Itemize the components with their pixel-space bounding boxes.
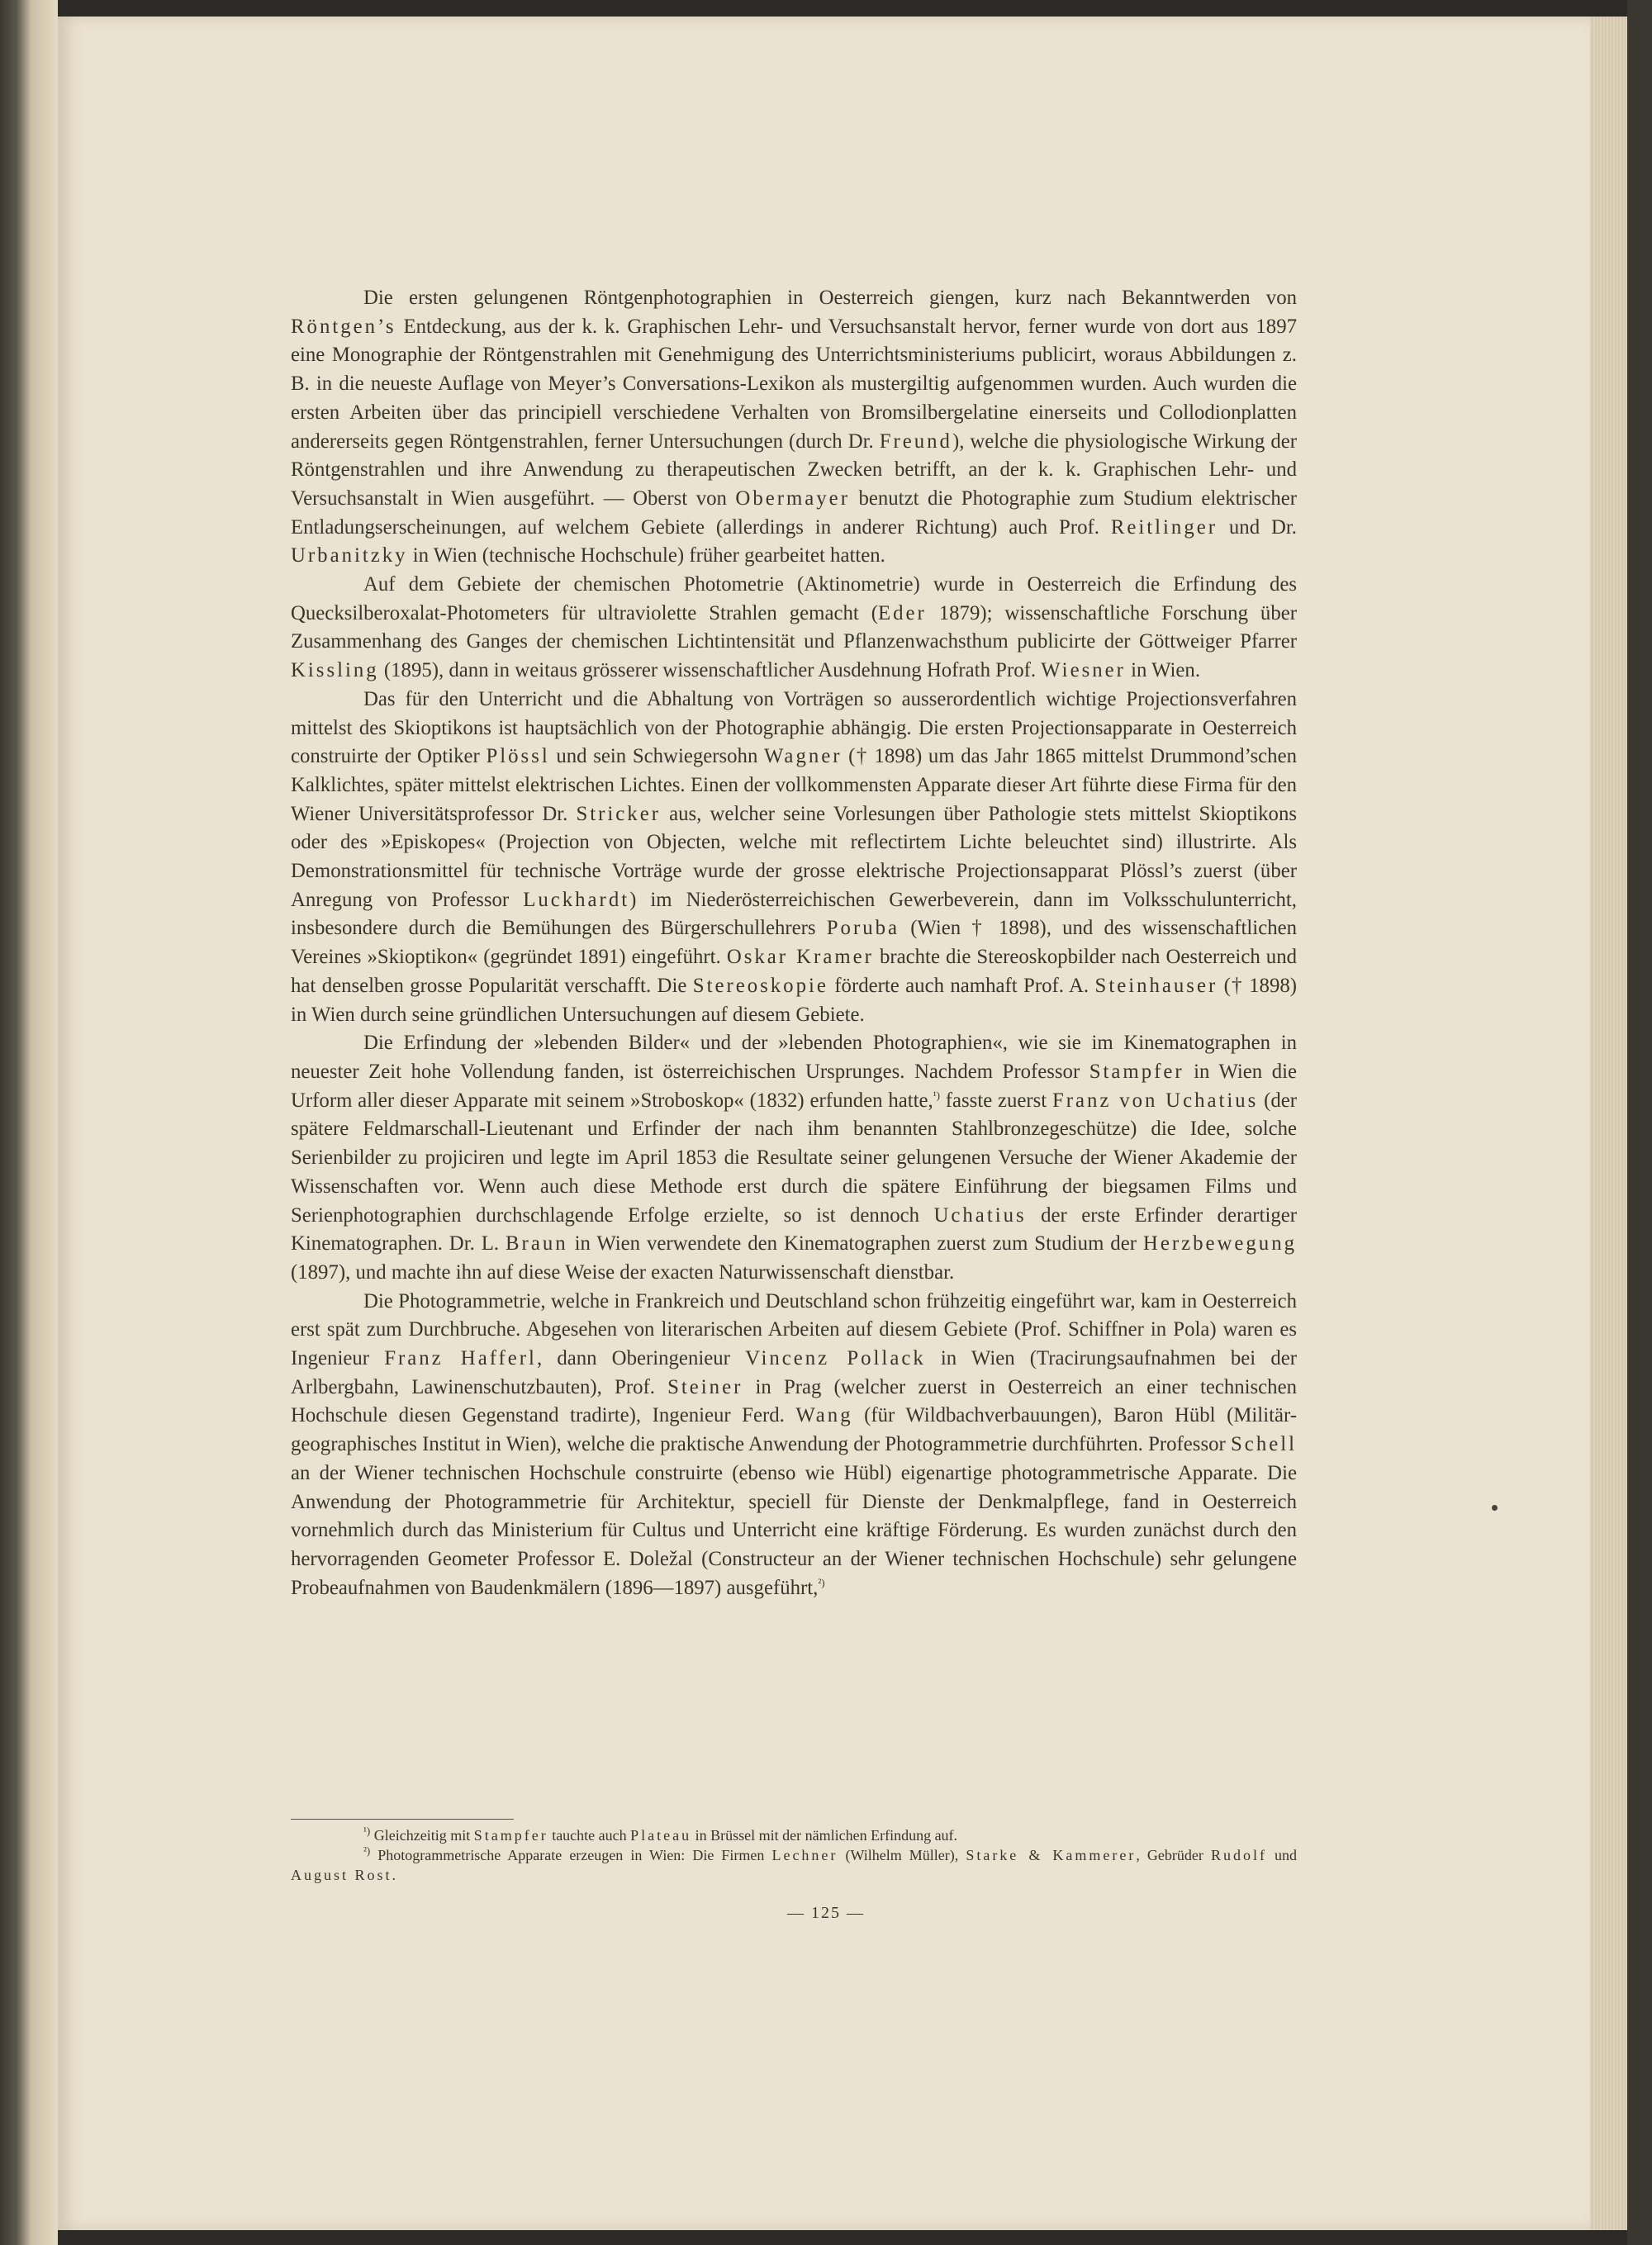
text-run: Photogrammetrische Apparate erzeugen in Wien: Die Firmen (370, 1847, 772, 1863)
text-run: Entdeckung, aus der k. k. Graphischen Lehr- und Versuchsanstalt hervor, ferner wurde von dort aus 1897 eine Monographie der Röntgenstrahlen mit Genehmigung des Unterrichtsministeriums publicirt, woraus Abbildungen z. B. in die neueste Auflage von Meyer’s Conversations-Lexikon als mustergiltig aufgenommen wurden. Auch wurden die ersten Arbeiten über das principiell verschiedene Verhalten von Bromsilbergelatine einerseits und Collodionplatten andererseits gegen Röntgenstrahlen, ferner Untersuchungen (durch Dr. (291, 315, 1297, 453)
text-run: in Wien (Tracirungsaufnahmen bei der Arlbergbahn, Lawinenschutzbauten), Prof. (291, 1347, 1298, 1398)
spaced-name: Wang (795, 1404, 853, 1427)
text-run: Gleichzeitig mit (370, 1827, 474, 1844)
spaced-name: Obermayer (735, 486, 850, 510)
paragraph-kinematograph (291, 1029, 1297, 1287)
spaced-name: Schell (1231, 1433, 1297, 1456)
footnote-marker: ²) (818, 1576, 825, 1589)
spaced-name: Röntgen’s (291, 315, 396, 338)
text-run: (Wilhelm Müller), (838, 1847, 966, 1863)
spaced-name: Franz von Uchatius (1051, 1089, 1259, 1112)
text-run: in Wien (technische Hochschule) früher gearbeitet hatten. (407, 544, 885, 567)
spaced-name: Stricker (576, 802, 661, 825)
footnote-1 (291, 1825, 1297, 1845)
spaced-name: Steiner (667, 1375, 743, 1398)
page-number: — 125 — (787, 1904, 865, 1922)
text-run: . (392, 1867, 396, 1883)
text-run: brachte die Stereoskopbilder nach Oesterreich und hat denselben grosse Popularität verschafft. Die (291, 946, 1298, 997)
footnote-marker: ²) (363, 1844, 371, 1857)
spaced-name: Stereoskopie (692, 974, 828, 997)
text-run: Das für den Unterricht und die Abhaltung von Vorträgen so ausserordentlich wichtige Projectionsverfahren mittelst des Skioptikons ist hauptsächlich von der Photographie abhängig. Die ersten Projectionsapparate in Oesterreich construirte der Optiker (291, 687, 1297, 768)
text-run: , dann Oberingenieur (536, 1347, 746, 1370)
text-run: tauchte auch (548, 1827, 631, 1844)
footnote-rule (291, 1819, 514, 1820)
spaced-name: Reitlinger (1110, 515, 1218, 539)
spaced-name: Stampfer (473, 1827, 548, 1844)
text-run: förderte auch namhaft Prof. A. (828, 974, 1095, 997)
spaced-name: Stampfer (1089, 1060, 1184, 1083)
text-run: in Wien verwendete den Kinematographen zuerst zum Studium der (567, 1232, 1143, 1255)
paragraph-projection (291, 686, 1297, 1029)
spaced-name: Steinhauser (1094, 974, 1218, 997)
text-run: (für Wildbachverbauungen), Baron Hübl (Militär-geographisches Institut in Wien), welche die praktische Anwendung der Photogrammetrie durchführten. Professor (291, 1404, 1297, 1456)
spaced-name: Wagner (764, 745, 843, 768)
spaced-name: Freund (879, 430, 952, 453)
text-run: und (1266, 1847, 1298, 1863)
spaced-name: Plateau (630, 1827, 692, 1844)
text-run: aus, welcher seine Vorlesungen über Pathologie stets mittelst Skioptikons oder des »Episkopes« (Projection von Objecten, welche mit reflectirtem Lichte beleuchtet sind) illustrirte. Als Demonstrationsmittel für technische Vorträge wurde der grosse elektrische Projectionsapparat Plössl’s zuerst (über Anregung von Professor (291, 802, 1297, 911)
text-run: († 1898) um das Jahr 1865 mittelst Drummond’schen Kalklichtes, später mittelst elektrischen Lichtes. Einen der vollkommensten Apparate dieser Art führte diese Firma für den Wiener Universitätsprofessor Dr. (291, 745, 1297, 825)
text-run: in Wien. (1125, 659, 1201, 682)
spaced-name: Oskar Kramer (726, 946, 874, 969)
text-run: Die Erfindung der »lebenden Bilder« und der »lebenden Photographien«, wie sie im Kinematographen in neuester Zeit hohe Vollendung fanden, ist österreichischen Ursprunges. Nachdem Professor (291, 1032, 1297, 1083)
text-run: fasste zuerst (939, 1089, 1052, 1112)
footnote-2 (291, 1845, 1297, 1885)
text-run: (1895), dann in weitaus grösserer wissenschaftlicher Ausdehnung Hofrath Prof. (378, 659, 1042, 682)
text-run: Auf dem Gebiete der chemischen Photometrie (Aktinometrie) wurde in Oesterreich die Erfindung des Quecksilberoxalat-Photometers für ultraviolette Strahlen gemacht ( (291, 573, 1297, 624)
paragraph-photometrie (291, 571, 1297, 686)
footnotes (291, 1825, 1297, 1885)
spaced-name: Starke & Kammerer (966, 1847, 1137, 1863)
spaced-name: Urbanitzky (291, 544, 408, 567)
text-run: benutzt die Photographie zum Studium elektrischer Entladungserscheinungen, auf welchem Gebiete (allerdings in anderer Richtung) auch Prof. (291, 486, 1297, 539)
spaced-name: Eder (877, 601, 927, 624)
spaced-name: August Rost (291, 1867, 392, 1883)
spaced-name: Plössl (486, 745, 550, 768)
spaced-name: Uchatius (933, 1203, 1027, 1227)
spaced-name: Braun (506, 1232, 568, 1255)
text-run: 1879); wissenschaftliche Forschung über Zusammenhang des Ganges der chemischen Lichtintensität und Pflanzenwachsthum publicirte der Göttweiger Pfarrer (291, 601, 1297, 653)
footnote-marker: ¹) (363, 1825, 371, 1837)
footnote-marker: ¹) (933, 1089, 940, 1102)
paragraph-roentgen (291, 284, 1297, 571)
spaced-name: Lechner (771, 1847, 838, 1863)
text-run: Die Photogrammetrie, welche in Frankreich und Deutschland schon frühzeitig eingeführt war, kam in Oesterreich erst spät zum Durchbruche. Abgesehen von literarischen Arbeiten auf diesem Gebiete (Prof. Schiffner in Pola) waren es Ingenieur (291, 1289, 1297, 1370)
margin-speck (1492, 1505, 1498, 1511)
spaced-name: Herzbewegung (1142, 1232, 1297, 1255)
spaced-name: Rudolf (1210, 1847, 1267, 1863)
paragraph-photogrammetrie (291, 1288, 1297, 1603)
spaced-name: Vincenz Pollack (745, 1347, 926, 1370)
spaced-name: Kissling (291, 659, 379, 682)
text-run: (1897), und machte ihn auf diese Weise der exacten Naturwissenschaft dienstbar. (291, 1260, 955, 1284)
spaced-name: Luckhardt (523, 888, 630, 911)
text-run: ), welche die physiologische Wirkung der Röntgenstrahlen und ihre Anwendung zu therapeutischen Zwecken betrifft, an der k. k. Graphischen Lehr- und Versuchsanstalt in Wien ausgeführt. — Oberst von (291, 430, 1297, 510)
text-run: und Dr. (1218, 515, 1297, 539)
text-run: in Wien die Urform aller dieser Apparate mit seinem »Stroboskop« (1832) erfunden hatte, (291, 1060, 1298, 1112)
spaced-name: Poruba (826, 917, 900, 940)
text-run: Die ersten gelungenen Röntgenphotographien in Oesterreich giengen, kurz nach Bekanntwerden von (363, 287, 1297, 309)
body-text (291, 284, 1297, 1602)
text-run: († 1898) in Wien durch seine gründlichen Untersuchungen auf diesem Gebiete. (291, 974, 1297, 1026)
text-run: der erste Erfinder derartiger Kinematographen. Dr. L. (291, 1203, 1297, 1255)
text-run: und sein Schwiegersohn (549, 745, 765, 768)
spaced-name: Franz Hafferl (384, 1347, 537, 1370)
text-run: (der spätere Feldmarschall-Lieutenant und Erfinder der nach ihm benannten Stahlbronzegeschütze) die Idee, solche Serienbilder zu projiciren und legte im April 1853 die Resultate seiner gelungenen Versuche der Wiener Akademie der Wissenschaften vor. Wenn auch diese Methode erst durch die spätere Einführung der biegsamen Films und Serienphotographien durchschlagende Erfolge erzielte, so ist dennoch (291, 1089, 1298, 1227)
text-run: in Brüssel mit der nämlichen Erfindung auf. (691, 1827, 958, 1844)
text-run: in Prag (welcher zuerst in Oesterreich an einer technischen Hochschule diesen Gegenstand tradirte), Ingenieur Ferd. (291, 1375, 1297, 1427)
text-run: ) im Niederösterreichischen Gewerbeverein, dann im Volksschulunterricht, insbesondere durch die Bemühungen des Bürgerschullehrers (291, 888, 1298, 940)
text-run: , Gebrüder (1136, 1847, 1211, 1863)
text-run: an der Wiener technischen Hochschule construirte (ebenso wie Hübl) eigenartige photogrammetrische Apparate. Die Anwendung der Photogrammetrie für Architektur, speciell für Dienste der Denkmalpflege, fand in Oesterreich vornehmlich durch das Ministerium für Cultus und Unterricht eine kräftige Förderung. Es wurden zunächst durch den hervorragenden Geometer Professor E. Doležal (Constructeur an der Wiener technischen Hochschule) sehr gelungene Probeaufnahmen von Baudenkmälern (1896—1897) ausgeführt, (291, 1461, 1297, 1599)
spaced-name: Wiesner (1041, 659, 1126, 682)
text-run: (Wien † 1898), und des wissenschaftlichen Vereines »Skioptikon« (gegründet 1891) eingeführt. (291, 917, 1298, 969)
page-stack-edge (1590, 17, 1627, 2230)
